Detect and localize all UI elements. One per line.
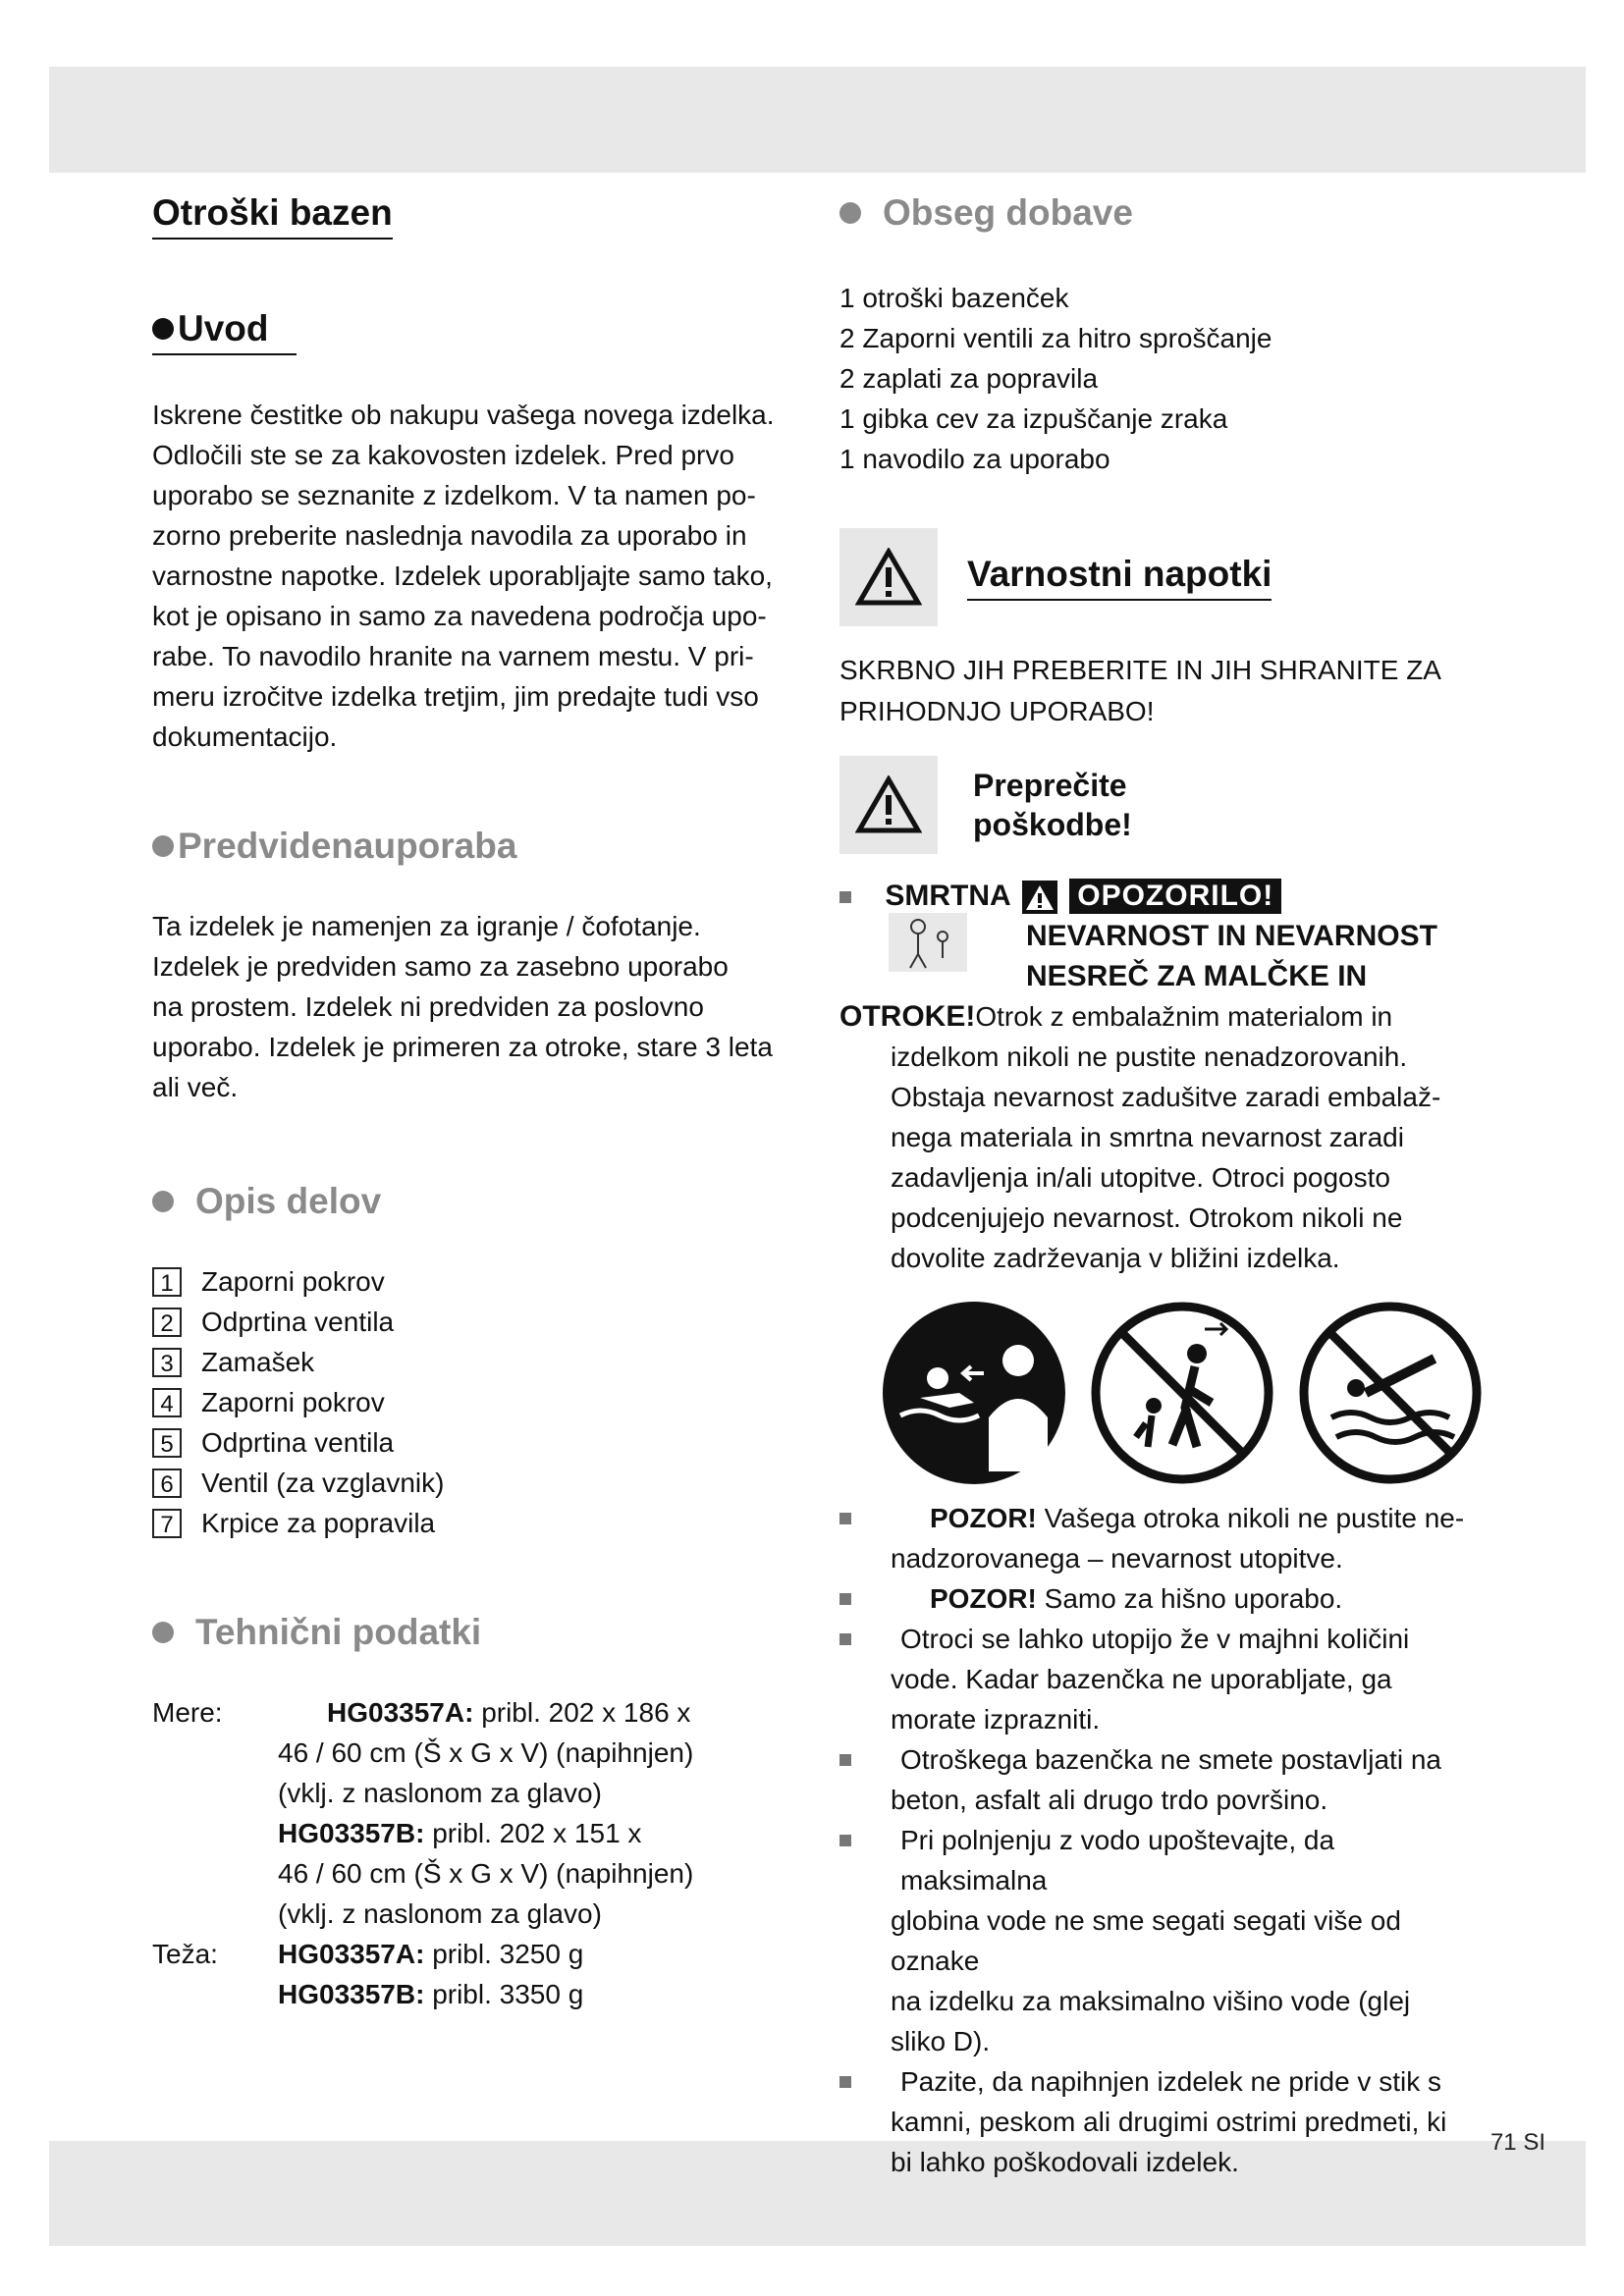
text-line: na prostem. Izdelek ni predviden za poslovno <box>152 991 704 1022</box>
pictogram-row <box>839 1300 1488 1486</box>
uvod-paragraph <box>152 395 800 757</box>
safety-heading: Varnostni napotki <box>967 554 1272 601</box>
text-line: SKRBNO JIH PREBERITE IN JIH SHRANITE ZA <box>839 655 1441 685</box>
text-line: meru izročitve izdelka tretjim, jim predajte tudi vso <box>152 681 759 712</box>
text-line: NESREČ ZA MALČKE IN <box>1026 960 1368 992</box>
list-item: 2 Zaporni ventili za hitro sproščanje <box>839 323 1272 353</box>
part-label: Krpice za popravila <box>201 1508 436 1538</box>
bullet-square-icon <box>839 1593 851 1605</box>
section-tehnicni-heading <box>152 1612 800 1653</box>
list-item <box>152 1302 800 1342</box>
supervise-child-icon <box>881 1300 1067 1486</box>
spec-label: Teža: <box>152 1939 218 1969</box>
predvidena-paragraph <box>152 906 800 1107</box>
spec-value: pribl. 3250 g <box>432 1939 584 1969</box>
child-warning-icon <box>889 913 967 972</box>
text-line: Otroci se lahko utopijo že v majhni količini <box>900 1624 1410 1654</box>
model-code: HG03357A: <box>278 1939 425 1969</box>
bullet-square-icon <box>839 1513 851 1524</box>
part-number: 3 <box>152 1348 182 1377</box>
bullet-dot-icon <box>152 1191 174 1212</box>
bullet-square-icon <box>839 891 851 903</box>
parts-list <box>152 1261 800 1543</box>
supply-list <box>839 278 1488 479</box>
list-item <box>152 1261 800 1302</box>
spec-value: (vklj. z naslonom za glavo) <box>278 1778 602 1808</box>
text-line: na izdelku za maksimalno višino vode (glej <box>891 1986 1411 2016</box>
list-item: 2 zaplati za popravila <box>839 363 1099 394</box>
safety-bullets <box>839 1498 1488 2182</box>
model-code: HG03357B: <box>278 1979 425 2009</box>
part-number: 5 <box>152 1428 182 1458</box>
page-title: Otroški bazen <box>152 192 393 240</box>
list-item <box>839 1578 1488 1619</box>
part-number: 4 <box>152 1388 182 1417</box>
text-line: Preprečite <box>973 768 1127 803</box>
text-line: kamni, peskom ali drugimi ostrimi predmeti, ki <box>891 2107 1447 2137</box>
section-uvod-heading <box>152 308 297 355</box>
prevent-injury-row <box>839 756 1488 854</box>
bullet-square-icon <box>839 1633 851 1645</box>
model-code: HG03357A: <box>327 1697 474 1728</box>
spec-value: 46 / 60 cm (Š x G x V) (napihnjen) <box>278 1737 694 1768</box>
text-line: uporabo se seznanite z izdelkom. V ta namen po- <box>152 480 756 510</box>
no-leaving-child-icon <box>1089 1300 1275 1486</box>
part-label: Zamašek <box>201 1347 315 1377</box>
list-item <box>839 1820 1488 2061</box>
part-number: 6 <box>152 1468 182 1498</box>
text-line: beton, asfalt ali drugo trdo površino. <box>891 1785 1328 1815</box>
text-line: Pri polnjenju z vodo upoštevajte, da maksimalna <box>900 1825 1335 1896</box>
bullet-square-icon <box>839 1835 851 1846</box>
part-label: Odprtina ventila <box>201 1427 395 1458</box>
text-line: morate izprazniti. <box>891 1704 1101 1735</box>
bullet-dot-icon <box>839 202 861 224</box>
text-line: ali več. <box>152 1072 239 1102</box>
text-line: sliko D). <box>891 2026 991 2056</box>
part-label: Zaporni pokrov <box>201 1266 385 1297</box>
text-line: vode. Kadar bazenčka ne uporabljate, ga <box>891 1664 1392 1694</box>
text-line: zadavljenja in/ali utopitve. Otroci pogosto <box>891 1162 1390 1193</box>
part-number: 2 <box>152 1308 182 1337</box>
list-item <box>152 1342 800 1382</box>
bullet-square-icon <box>839 2076 851 2088</box>
part-number: 1 <box>152 1267 182 1297</box>
no-diving-icon <box>1297 1300 1484 1486</box>
opozorilo-label: OPOZORILO! <box>1069 879 1281 914</box>
safety-heading-row <box>839 528 1488 626</box>
text-line: rabe. To navodilo hranite na varnem mestu. V pri- <box>152 641 754 671</box>
text-line: PRIHODNJO UPORABO! <box>839 696 1155 726</box>
text-line: poškodbe! <box>973 807 1132 842</box>
spec-value: (vklj. z naslonom za glavo) <box>278 1898 602 1929</box>
section-opis-heading <box>152 1181 800 1222</box>
text-line: dovolite zadrževanja v bližini izdelka. <box>891 1243 1340 1273</box>
spec-row-mere <box>152 1692 800 1733</box>
bullet-dot-icon <box>152 1622 174 1643</box>
text-line: Otrok z embalažnim materialom in <box>975 1001 1393 1032</box>
heading-text: Uvod <box>178 308 269 348</box>
text-line: Izdelek je predviden samo za zasebno uporabo <box>152 951 729 982</box>
list-item <box>839 1498 1488 1578</box>
text-line: NEVARNOST IN NEVARNOST <box>1026 920 1437 952</box>
text-line: bi lahko poškodovali izdelek. <box>891 2147 1239 2177</box>
page-number: 71 SI <box>1489 2129 1545 2156</box>
text-line: nega materiala in smrtna nevarnost zaradi <box>891 1122 1404 1152</box>
part-number: 7 <box>152 1509 182 1538</box>
warning-word: POZOR! <box>930 1503 1037 1533</box>
text-line: uporabo. Izdelek je primeren za otroke, stare 3 leta <box>152 1032 773 1062</box>
spec-value: 46 / 60 cm (Š x G x V) (napihnjen) <box>278 1858 694 1889</box>
bullet-dot-icon <box>152 835 174 857</box>
spec-value: pribl. 202 x 151 x <box>432 1818 642 1848</box>
spec-table <box>152 1692 800 2014</box>
text-line: podcenjujejo nevarnost. Otrokom nikoli ne <box>891 1202 1403 1233</box>
list-item: 1 gibka cev za izpuščanje zraka <box>839 403 1228 434</box>
text-line: Odločili ste se za kakovosten izdelek. Pred prvo <box>152 440 734 470</box>
list-item <box>839 2061 1488 2182</box>
warning-word: POZOR! <box>930 1583 1037 1614</box>
model-code: HG03357B: <box>278 1818 425 1848</box>
text-line: globina vode ne sme segati segati više od oznake <box>891 1905 1401 1976</box>
list-item <box>152 1422 800 1463</box>
list-item <box>152 1463 800 1503</box>
warning-word: SMRTNA <box>885 880 1010 912</box>
danger-triangle-icon <box>1022 881 1057 914</box>
spec-row-teza <box>152 1934 800 1974</box>
list-item <box>152 1503 800 1543</box>
text-line: Samo za hišno uporabo. <box>1036 1583 1343 1614</box>
warning-triangle-icon <box>839 756 938 854</box>
list-item <box>839 1739 1488 1820</box>
bullet-dot-icon <box>152 318 174 340</box>
list-item <box>152 1382 800 1422</box>
smrtna-block <box>839 876 1488 1278</box>
part-label: Odprtina ventila <box>201 1307 395 1337</box>
left-column <box>152 173 800 2014</box>
text-line: Vašega otroka nikoli ne pustite ne- <box>1036 1503 1465 1533</box>
heading-text: Predvidenauporaba <box>178 826 517 866</box>
heading-text: Opis delov <box>195 1181 382 1221</box>
heading-text: Tehnični podatki <box>195 1612 482 1652</box>
text-line: zorno preberite naslednja navodila za uporabo in <box>152 520 747 551</box>
right-column <box>839 173 1488 2182</box>
text-line: nadzorovanega – nevarnost utopitve. <box>891 1543 1343 1574</box>
text-line: Otroškega bazenčka ne smete postavljati na <box>900 1744 1441 1775</box>
list-item <box>839 1619 1488 1739</box>
warning-word: OTROKE! <box>839 1000 976 1033</box>
spec-value: pribl. 202 x 186 x <box>481 1697 691 1728</box>
text-line: Obstaja nevarnost zadušitve zaradi embalaž- <box>891 1082 1441 1112</box>
bullet-square-icon <box>839 1754 851 1766</box>
text-line: izdelkom nikoli ne pustite nenadzorovanih. <box>891 1041 1408 1072</box>
part-label: Ventil (za vzglavnik) <box>201 1468 445 1498</box>
header-band <box>49 67 1586 173</box>
spec-label: Mere: <box>152 1697 223 1728</box>
caps-notice <box>839 650 1488 732</box>
spec-value: pribl. 3350 g <box>432 1979 584 2009</box>
text-line: Ta izdelek je namenjen za igranje / čofotanje. <box>152 911 701 941</box>
list-item: 1 otroški bazenček <box>839 283 1069 313</box>
section-predvidena-heading <box>152 826 800 867</box>
text-line: Pazite, da napihnjen izdelek ne pride v stik s <box>900 2066 1441 2097</box>
text-line: dokumentacijo. <box>152 721 338 752</box>
section-obseg-heading <box>839 192 1488 234</box>
text-line: Iskrene čestitke ob nakupu vašega novega izdelka. <box>152 400 775 430</box>
heading-text: Obseg dobave <box>883 192 1133 233</box>
warning-triangle-icon <box>839 528 938 626</box>
text-line: kot je opisano in samo za navedena področja upo- <box>152 601 767 631</box>
part-label: Zaporni pokrov <box>201 1387 385 1417</box>
list-item: 1 navodilo za uporabo <box>839 444 1110 474</box>
text-line: varnostne napotke. Izdelek uporabljajte samo tako, <box>152 561 773 591</box>
